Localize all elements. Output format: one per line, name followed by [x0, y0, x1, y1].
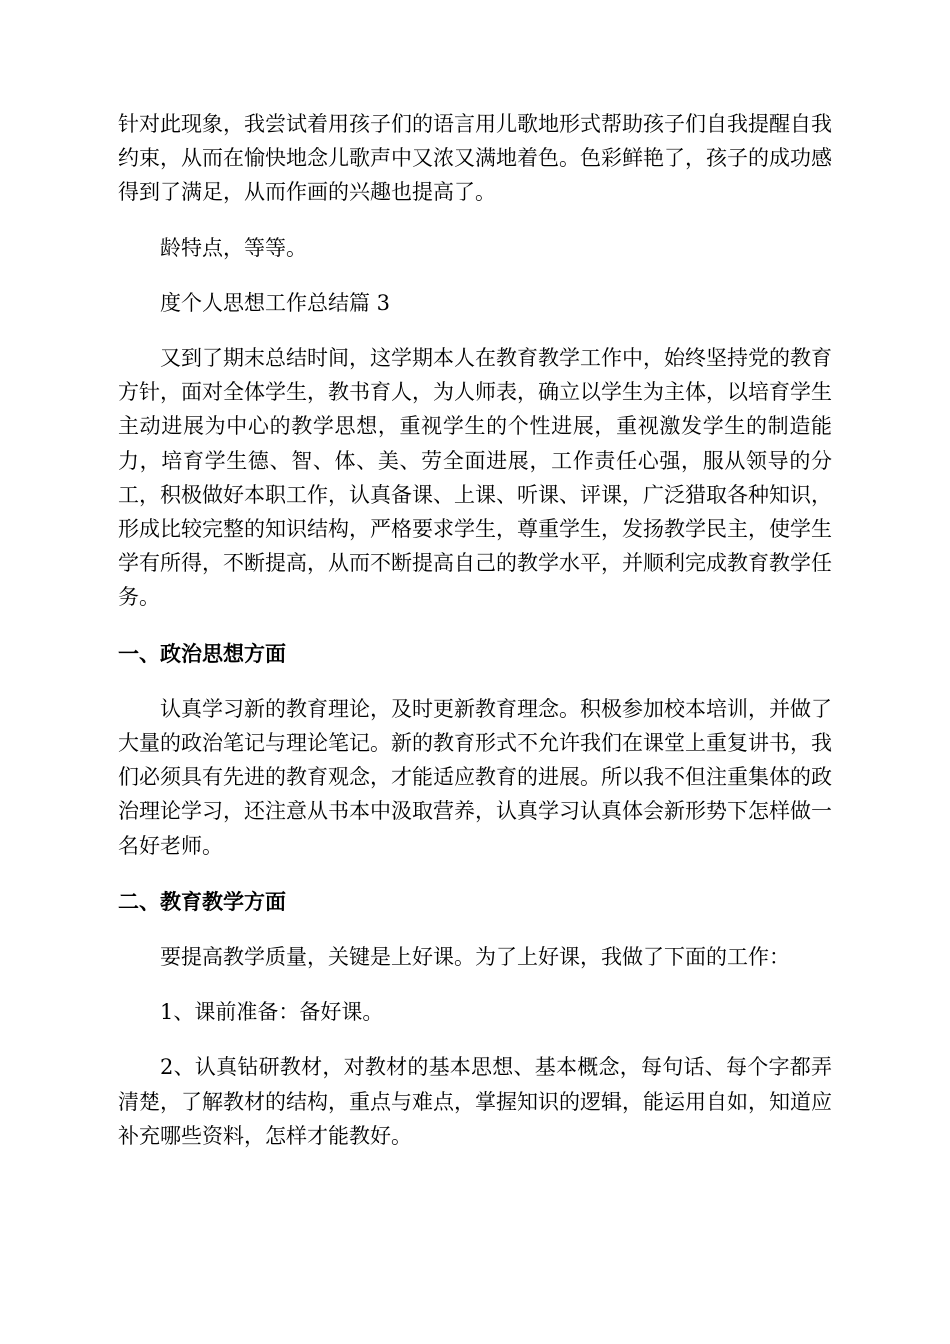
paragraph-political-thought: 认真学习新的教育理论，及时更新教育理念。积极参加校本培训，并做了大量的政治笔记与理论笔记。新的教育形式不允许我们在课堂上重复讲书，我们必须具有先进的教育观念，才能适应教育的进展。所以我不但注重集体的政治理论学习，还注意从书本中汲取营养，认真学习认真体会新形势下怎样做一名好老师。	[118, 696, 832, 858]
section-title-summary-3: 度个人思想工作总结篇 3	[160, 290, 391, 315]
paragraph-teaching-intro: 要提高教学质量，关键是上好课。为了上好课，我做了下面的工作：	[160, 945, 790, 970]
paragraph-semester-summary: 又到了期末总结时间，这学期本人在教育教学工作中，始终坚持党的教育方针，面对全体学生，教书育人，为人师表，确立以学生为主体，以培育学生主动进展为中心的教学思想，重视学生的个性进展，重视激发学生的制造能力，培育学生德、智、体、美、劳全面进展，工作责任心强，服从领导的分工，积极做好本职工作，认真备课、上课、听课、评课，广泛猎取各种知识，形成比较完整的知识结构，严格要求学生，尊重学生，发扬教学民主，使学生学有所得，不断提高，从而不断提高自己的教学水平，并顺利完成教育教学任务。	[118, 346, 832, 610]
list-item-study-materials: 2、认真钻研教材，对教材的基本思想、基本概念，每句话、每个字都弄清楚，了解教材的结构，重点与难点，掌握知识的逻辑，能运用自如，知道应补充哪些资料，怎样才能教好。	[118, 1055, 832, 1148]
document-page	[118, 107, 832, 1153]
heading-teaching: 二、教育教学方面	[118, 889, 286, 914]
list-item-lesson-prep: 1、课前准备：备好课。	[160, 1000, 384, 1025]
paragraph-coloring-rhyme: 针对此现象，我尝试着用孩子们的语言用儿歌地形式帮助孩子们自我提醒自我约束，从而在愉快地念儿歌声中又浓又满地着色。色彩鲜艳了，孩子的成功感得到了满足，从而作画的兴趣也提高了。	[118, 112, 832, 205]
paragraph-age-traits: 龄特点，等等。	[160, 235, 307, 260]
heading-political-thought: 一、政治思想方面	[118, 641, 286, 666]
